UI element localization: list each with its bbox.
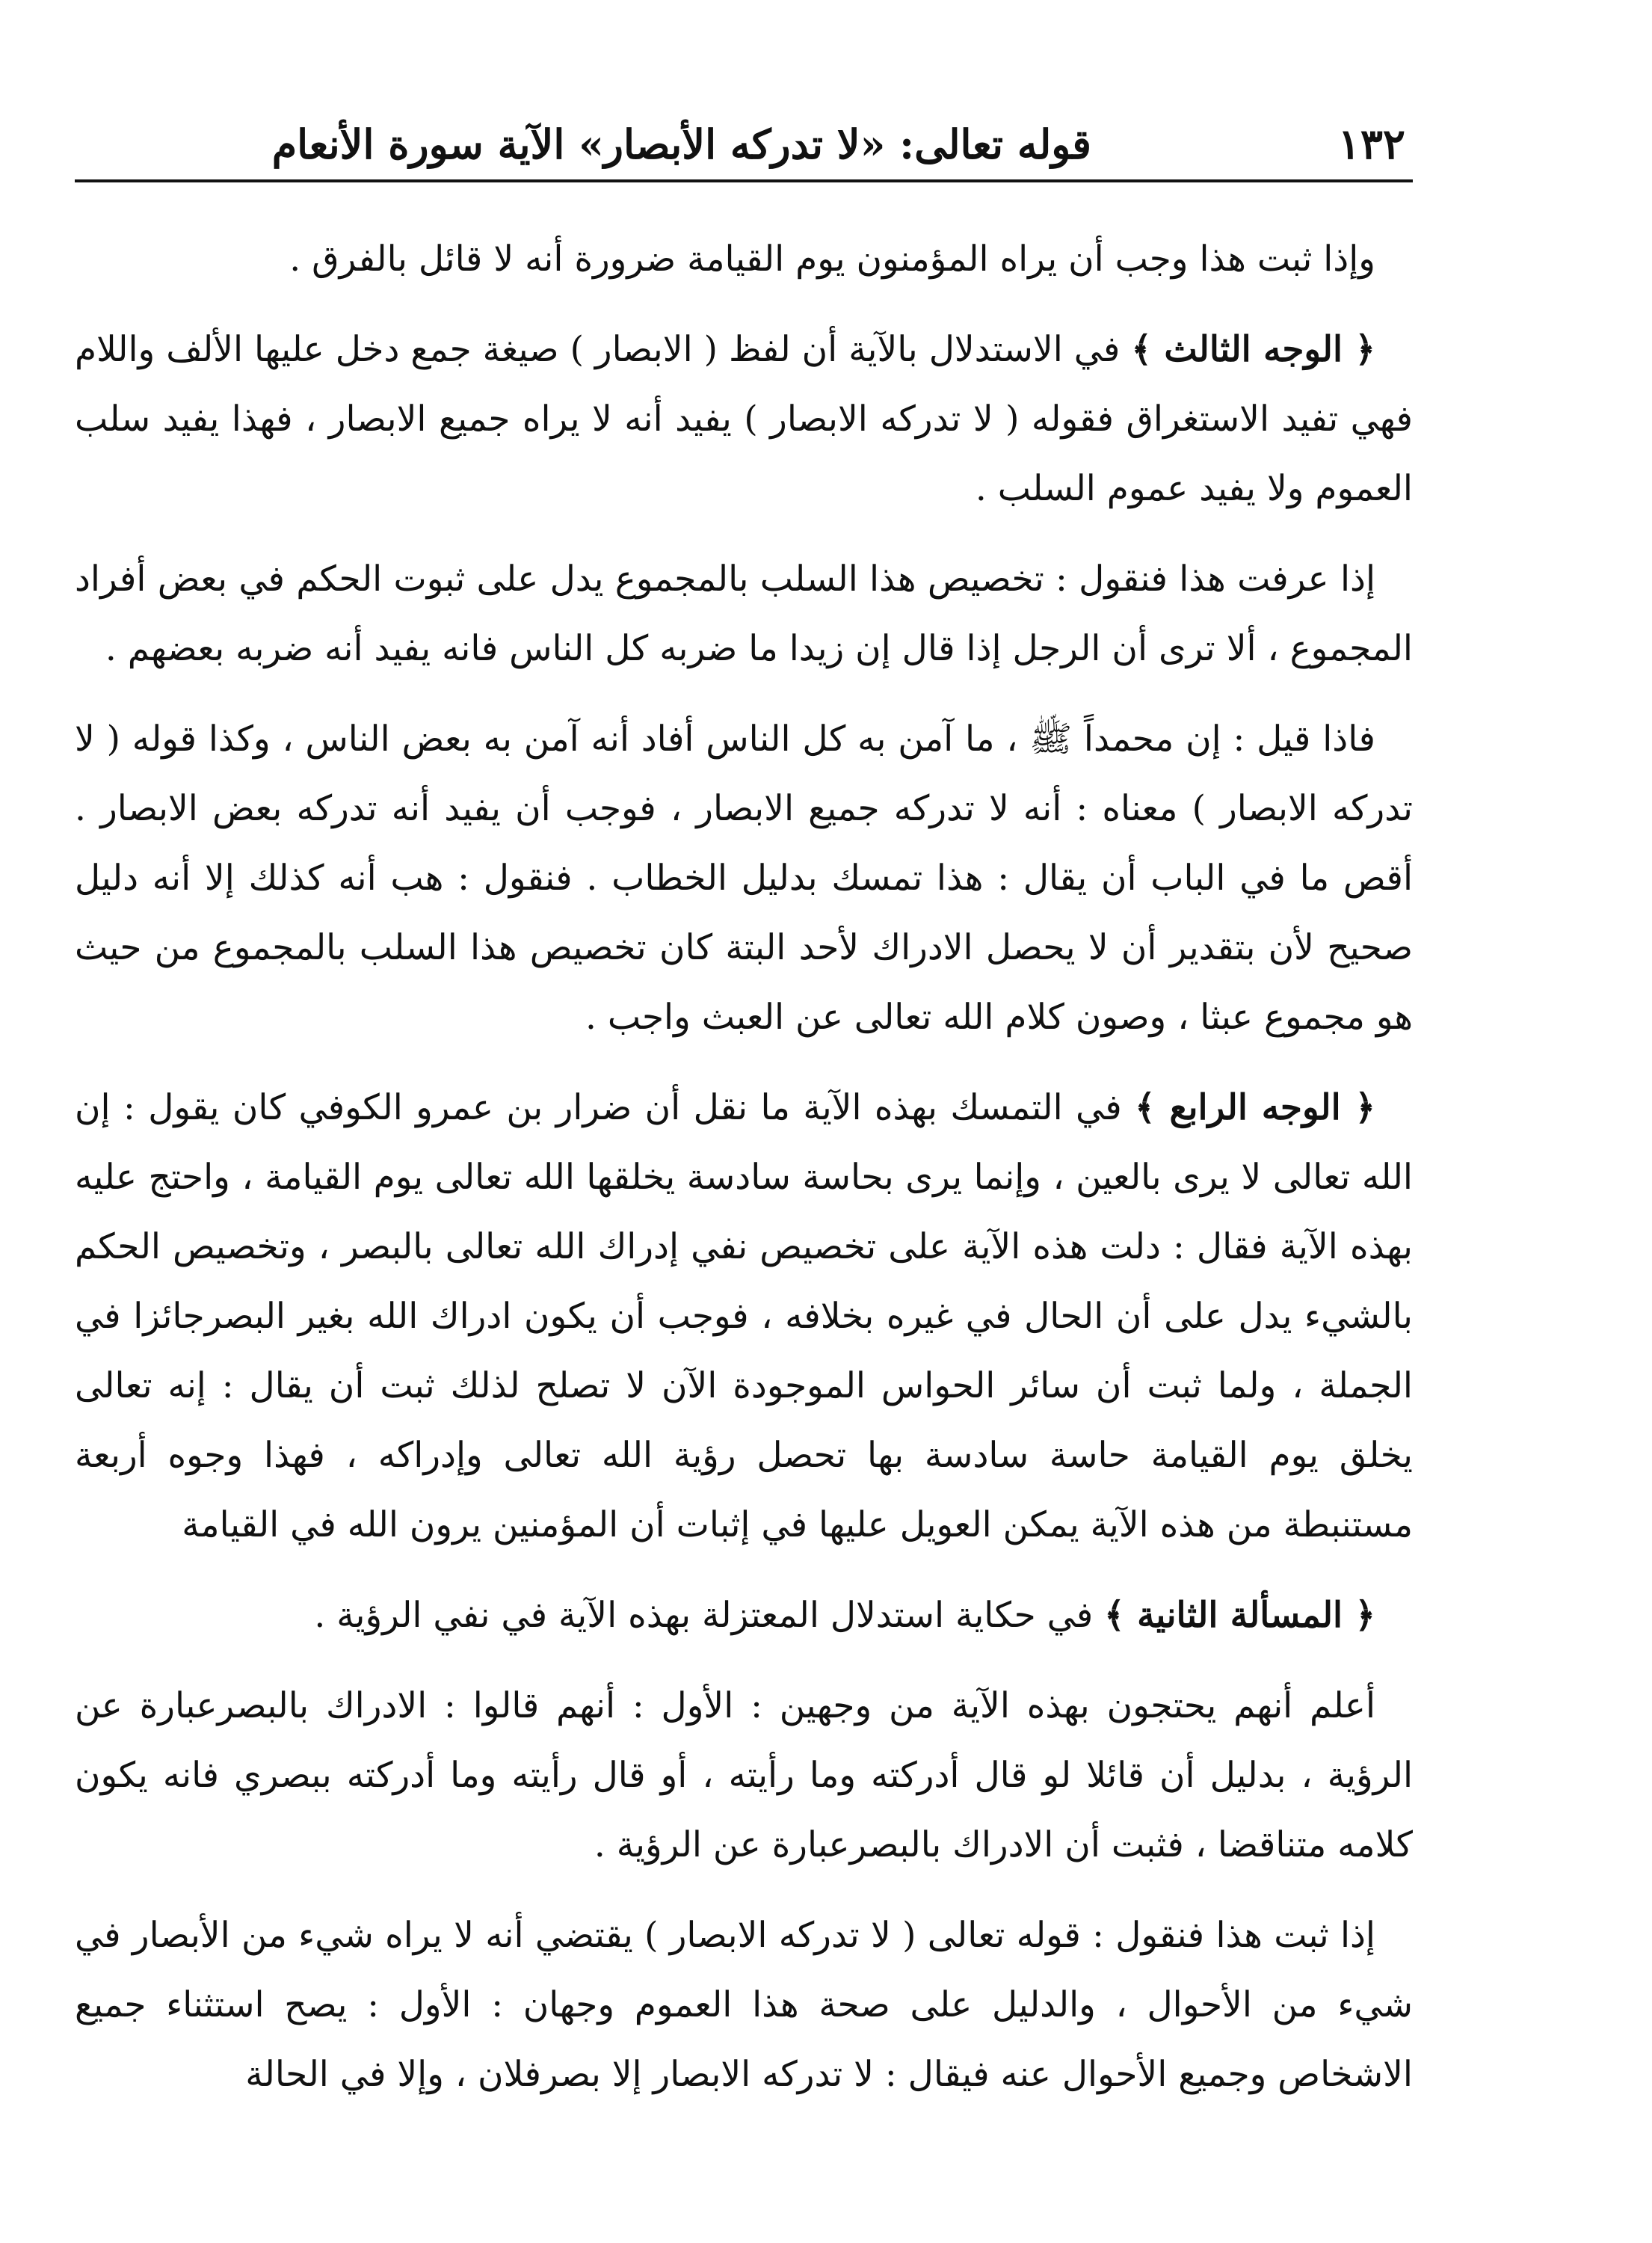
section-heading-fourth-aspect: ﴿ الوجه الرابع ﴾ bbox=[1135, 1087, 1375, 1128]
section-heading-second-issue: ﴿ المسألة الثانية ﴾ bbox=[1104, 1595, 1375, 1636]
running-header bbox=[75, 112, 1413, 182]
paragraph-text: وإذا ثبت هذا وجب أن يراه المؤمنون يوم القيامة ضرورة أنه لا قائل بالفرق . bbox=[289, 239, 1375, 280]
paragraph-text: إذا عرفت هذا فنقول : تخصيص هذا السلب بالمجموع يدل على ثبوت الحكم في بعض أفراد المجموع ، ألا ترى أن الرجل إذا قال إن زيدا ما ضربه كل الناس فانه يفيد أنه ضربه بعضهم . bbox=[75, 559, 1413, 669]
paragraph-text: في الاستدلال بالآية أن لفظ ( الابصار ) صيغة جمع دخل عليها الألف واللام فهي تفيد الاستغراق فقوله ( لا تدركه الابصار ) يفيد أنه لا يراه جميع الابصار ، فهذا يفيد سلب العموم ولا يفيد عموم السلب . bbox=[75, 329, 1413, 509]
body-text bbox=[75, 224, 1413, 2130]
paragraph-5 bbox=[75, 1073, 1413, 1560]
header-title: قوله تعالى: «لا تدركه الأبصار» الآية سورة الأنعام bbox=[271, 120, 1091, 168]
section-heading-third-aspect: ﴿ الوجه الثالث ﴾ bbox=[1131, 329, 1375, 370]
paragraph-3 bbox=[75, 544, 1413, 683]
paragraph-2 bbox=[75, 315, 1413, 523]
paragraph-text: في حكاية استدلال المعتزلة بهذه الآية في نفي الرؤية . bbox=[314, 1595, 1105, 1636]
paragraph-4 bbox=[75, 704, 1413, 1052]
paragraph-8 bbox=[75, 1901, 1413, 2109]
paragraph-6 bbox=[75, 1581, 1413, 1650]
paragraph-text: إذا ثبت هذا فنقول : قوله تعالى ( لا تدركه الابصار ) يقتضي أنه لا يراه شيء من الأبصار في شيء من الأحوال ، والدليل على صحة هذا العموم وجهان : الأول : يصح استثناء جميع الاشخاص وجميع الأحوال عنه فيقال : لا تدركه الابصار إلا بصرفلان ، وإلا في الحالة bbox=[75, 1915, 1413, 2095]
paragraph-7 bbox=[75, 1671, 1413, 1880]
paragraph-text: أعلم أنهم يحتجون بهذه الآية من وجهين : الأول : أنهم قالوا : الادراك بالبصرعبارة عن الرؤية ، بدليل أن قائلا لو قال أدركته وما رأيته ، أو قال رأيته وما أدركته ببصري فانه يكون كلامه متناقضا ، فثبت أن الادراك بالبصرعبارة عن الرؤية . bbox=[75, 1685, 1413, 1865]
paragraph-text: في التمسك بهذه الآية ما نقل أن ضرار بن عمرو الكوفي كان يقول : إن الله تعالى لا يرى بالعين ، وإنما يرى بحاسة سادسة يخلقها الله تعالى يوم القيامة ، واحتج عليه بهذه الآية فقال : دلت هذه الآية على تخصيص نفي إدراك الله تعالى بالبصر ، وتخصيص الحكم بالشيء يدل على أن الحال في غيره بخلافه ، فوجب أن يكون ادراك الله بغير البصرجائزا في الجملة ، ولما ثبت أن سائر الحواس الموجودة الآن لا تصلح لذلك ثبت أن يقال : إنه تعالى يخلق يوم القيامة حاسة سادسة بها تحصل رؤية الله تعالى وإدراكه ، فهذا وجوه أربعة مستنبطة من هذه الآية يمكن العويل عليها في إثبات أن المؤمنين يرون الله في القيامة bbox=[75, 1087, 1413, 1545]
paragraph-text: فاذا قيل : إن محمداً ﷺ ، ما آمن به كل الناس أفاد أنه آمن به بعض الناس ، وكذا قوله ( لا تدركه الابصار ) معناه : أنه لا تدركه جميع الابصار ، فوجب أن يفيد أنه تدركه بعض الابصار . أقص ما في الباب أن يقال : هذا تمسك بدليل الخطاب . فنقول : هب أنه كذلك إلا أنه دليل صحيح لأن بتقدير أن لا يحصل الادراك لأحد البتة كان تخصيص هذا السلب بالمجموع من حيث هو مجموع عبثا ، وصون كلام الله تعالى عن العبث واجب . bbox=[75, 719, 1413, 1038]
page-number: ١٣٢ bbox=[1337, 120, 1405, 169]
paragraph-1 bbox=[75, 224, 1413, 294]
